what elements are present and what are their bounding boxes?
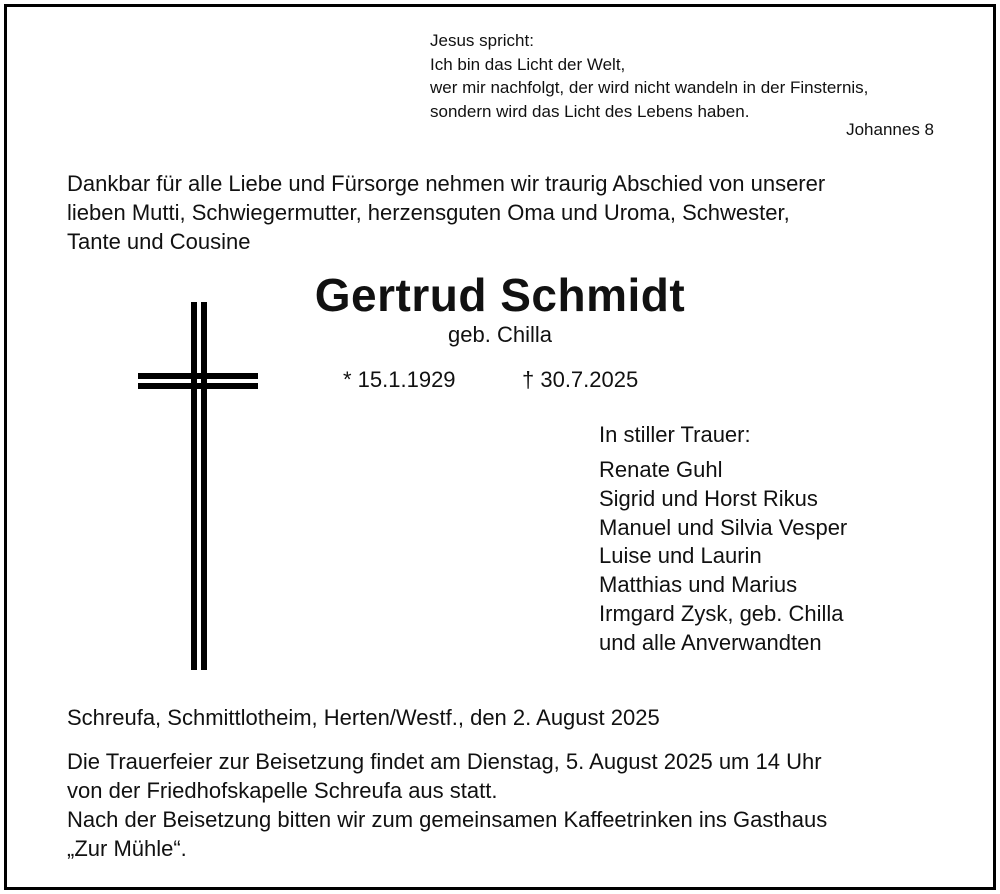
funeral-info <box>67 747 827 863</box>
mourner-name: Luise und Laurin <box>599 543 762 569</box>
place-and-date: Schreufa, Schmittlotheim, Herten/Westf., den 2. August 2025 <box>67 705 660 730</box>
mourner-name: und alle Anverwandten <box>599 629 822 655</box>
funeral-line: von der Friedhofskapelle Schreufa aus statt. <box>67 778 498 803</box>
verse-line: Jesus spricht: <box>430 31 534 50</box>
maiden-name: geb. Chilla <box>448 322 552 347</box>
cross-horizontal-bar <box>138 373 258 389</box>
birth-date: * 15.1.1929 <box>343 367 456 392</box>
intro-text <box>67 169 825 256</box>
funeral-line: Nach der Beisetzung bitten wir zum gemeinsamen Kaffeetrinken ins Gasthaus <box>67 807 828 832</box>
deceased-name: Gertrud Schmidt <box>314 269 686 321</box>
funeral-line: „Zur Mühle“. <box>67 836 187 861</box>
mourner-name: Irmgard Zysk, geb. Chilla <box>599 600 844 626</box>
death-date: † 30.7.2025 <box>522 367 639 392</box>
bible-verse <box>430 29 868 123</box>
intro-line: Tante und Cousine <box>67 229 251 254</box>
intro-line: lieben Mutti, Schwiegermutter, herzensguten Oma und Uroma, Schwester, <box>67 200 790 225</box>
mourner-name: Manuel und Silvia Vesper <box>599 514 848 540</box>
mourner-name: Renate Guhl <box>599 457 723 482</box>
cross-vertical-bar <box>191 302 207 670</box>
verse-line: Ich bin das Licht der Welt, <box>430 54 626 74</box>
verse-line: wer mir nachfolgt, der wird nicht wandeln in der Finsternis, <box>430 78 869 97</box>
mourners-list <box>599 456 847 658</box>
mourning-title: In stiller Trauer: <box>599 422 751 447</box>
funeral-line: Die Trauerfeier zur Beisetzung findet am Dienstag, 5. August 2025 um 14 Uhr <box>67 749 822 774</box>
mourner-name: Sigrid und Horst Rikus <box>599 485 818 511</box>
verse-source: Johannes 8 <box>846 120 934 139</box>
verse-line: sondern wird das Licht des Lebens haben. <box>430 101 750 121</box>
mourner-name: Matthias und Marius <box>599 572 798 598</box>
intro-line: Dankbar für alle Liebe und Fürsorge nehmen wir traurig Abschied von unserer <box>67 171 826 196</box>
